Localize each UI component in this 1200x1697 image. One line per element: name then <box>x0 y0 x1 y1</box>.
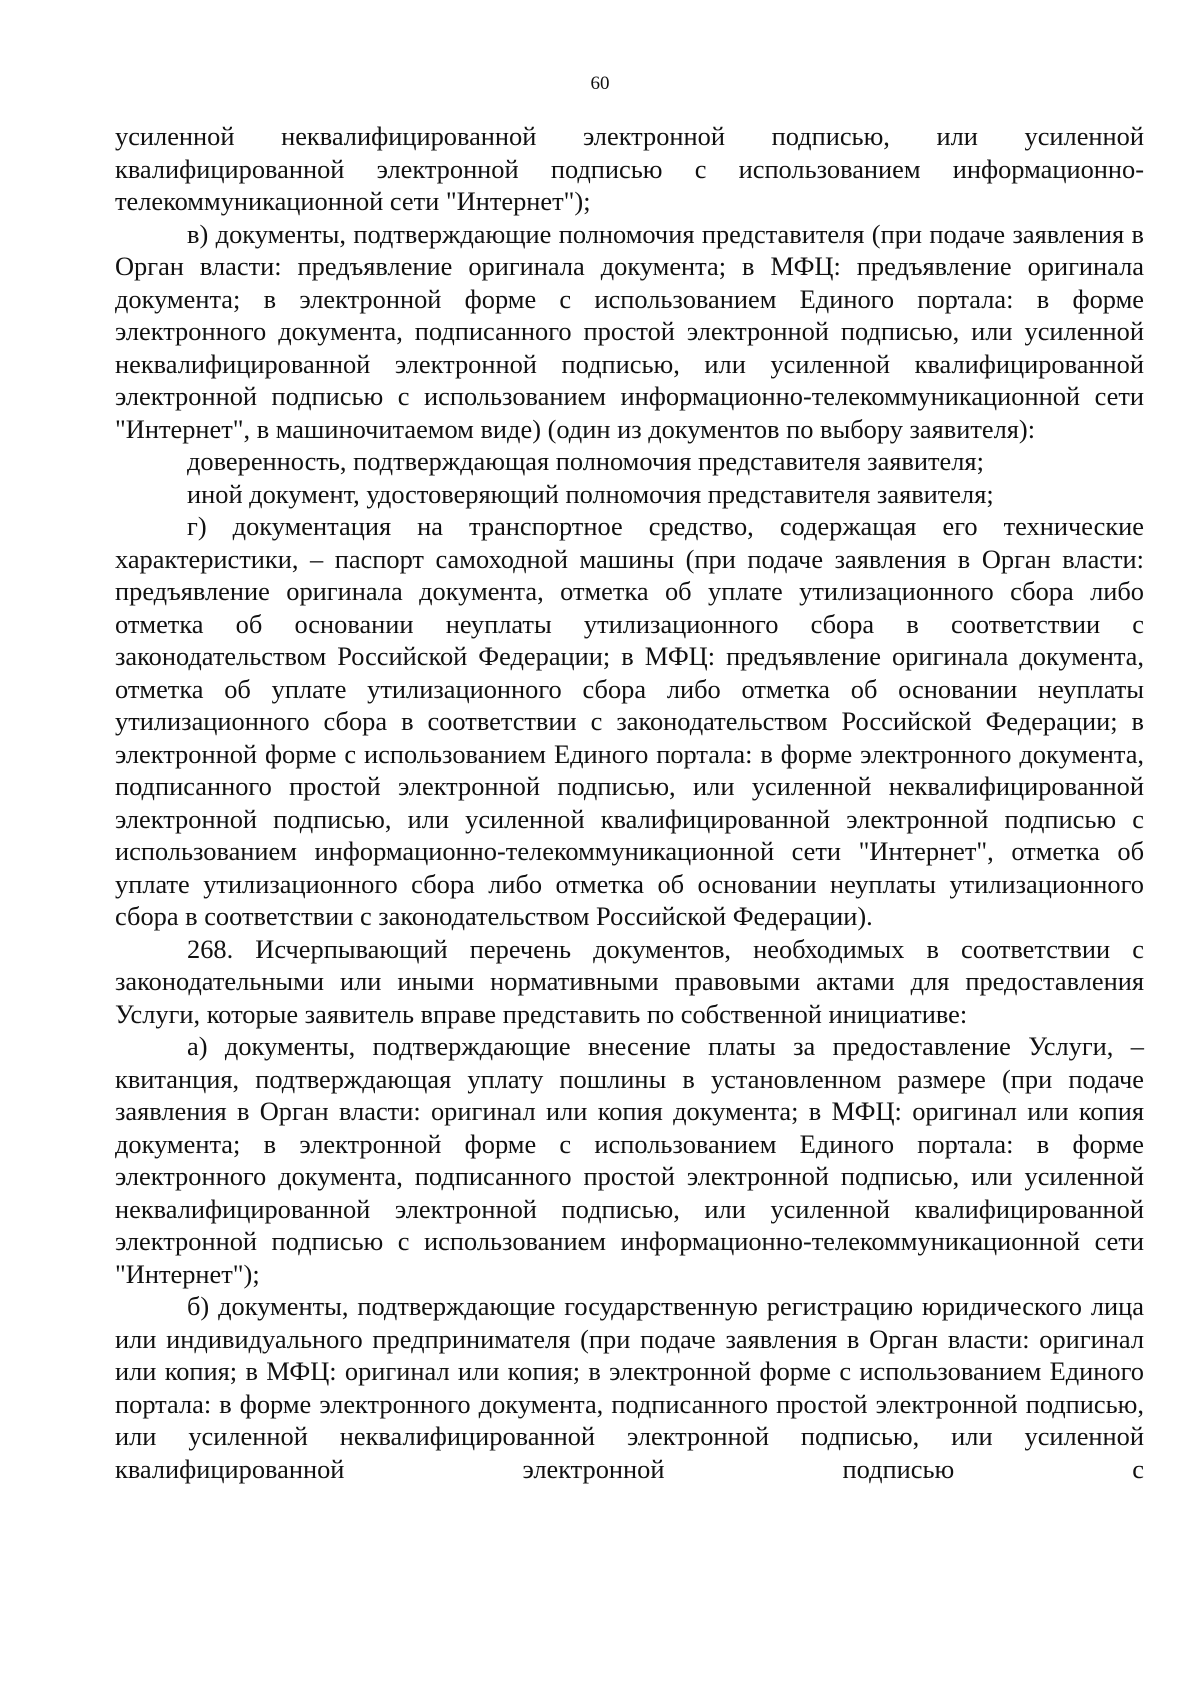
paragraph-continuation: усиленной неквалифицированной электронной подписью, или усиленной квалифицированной электронной подписью с использованием информационно-телекоммуникационной сети "Интернет"); <box>115 121 1144 216</box>
paragraph-item-g: г) документация на транспортное средство, содержащая его технические характеристики, – паспорт самоходной машины (при подаче заявления в Орган власти: предъявление оригинала документа, отметка об уплате утилизационного сбора либо отметка об основании неуплаты утилизационного сбора в соответствии с законодательством Российской Федерации; в МФЦ: предъявление оригинала документа, отметка об уплате утилизационного сбора либо отметка об основании неуплаты утилизационного сбора в соответствии с законодательством Российской Федерации; в электронной форме с использованием Единого портала: в форме электронного документа, подписанного простой электронной подписью, или усиленной неквалифицированной электронной подписью, или усиленной квалифицированной электронной подписью с использованием информационно-телекоммуникационной сети "Интернет", отметка об уплате утилизационного сбора либо отметка об основании неуплаты утилизационного сбора в соответствии с законодательством Российской Федерации). <box>115 511 1144 931</box>
paragraph-clause-268: 268. Исчерпывающий перечень документов, необходимых в соответствии с законодательными или иными нормативными правовыми актами для предоставления Услуги, которые заявитель вправе представить по собственной инициативе: <box>115 933 1144 1029</box>
paragraph-other-document: иной документ, удостоверяющий полномочия представителя заявителя; <box>187 478 994 509</box>
paragraph-item-a: а) документы, подтверждающие внесение платы за предоставление Услуги, – квитанция, подтверждающая уплату пошлины в установленном размере (при подаче заявления в Орган власти: оригинал или копия документа; в МФЦ: оригинал или копия документа; в электронной форме с использованием Единого портала: в форме электронного документа, подписанного простой электронной подписью, или усиленной неквалифицированной электронной подписью, или усиленной квалифицированной электронной подписью с использованием информационно-телекоммуникационной сети "Интернет"); <box>115 1031 1144 1289</box>
paragraph-item-b: б) документы, подтверждающие государственную регистрацию юридического лица или индивидуального предпринимателя (при подаче заявления в Орган власти: оригинал или копия; в МФЦ: оригинал или копия; в электронной форме с использованием Единого портала: в форме электронного документа, подписанного простой электронной подписью, или усиленной неквалифицированной электронной подписью, или усиленной квалифицированной электронной подписью с <box>115 1291 1144 1484</box>
paragraph-item-v: в) документы, подтверждающие полномочия представителя (при подаче заявления в Орган власти: предъявление оригинала документа; в МФЦ: предъявление оригинала документа; в электронной форме с использованием Единого портала: в форме электронного документа, подписанного простой электронной подписью, или усиленной неквалифицированной электронной подписью, или усиленной квалифицированной электронной подписью с использованием информационно-телекоммуникационной сети "Интернет", в машиночитаемом виде) (один из документов по выбору заявителя): <box>115 218 1144 444</box>
paragraph-power-of-attorney: доверенность, подтверждающая полномочия представителя заявителя; <box>187 446 984 476</box>
body-text <box>115 120 1144 1485</box>
page-number: 60 <box>590 73 610 94</box>
